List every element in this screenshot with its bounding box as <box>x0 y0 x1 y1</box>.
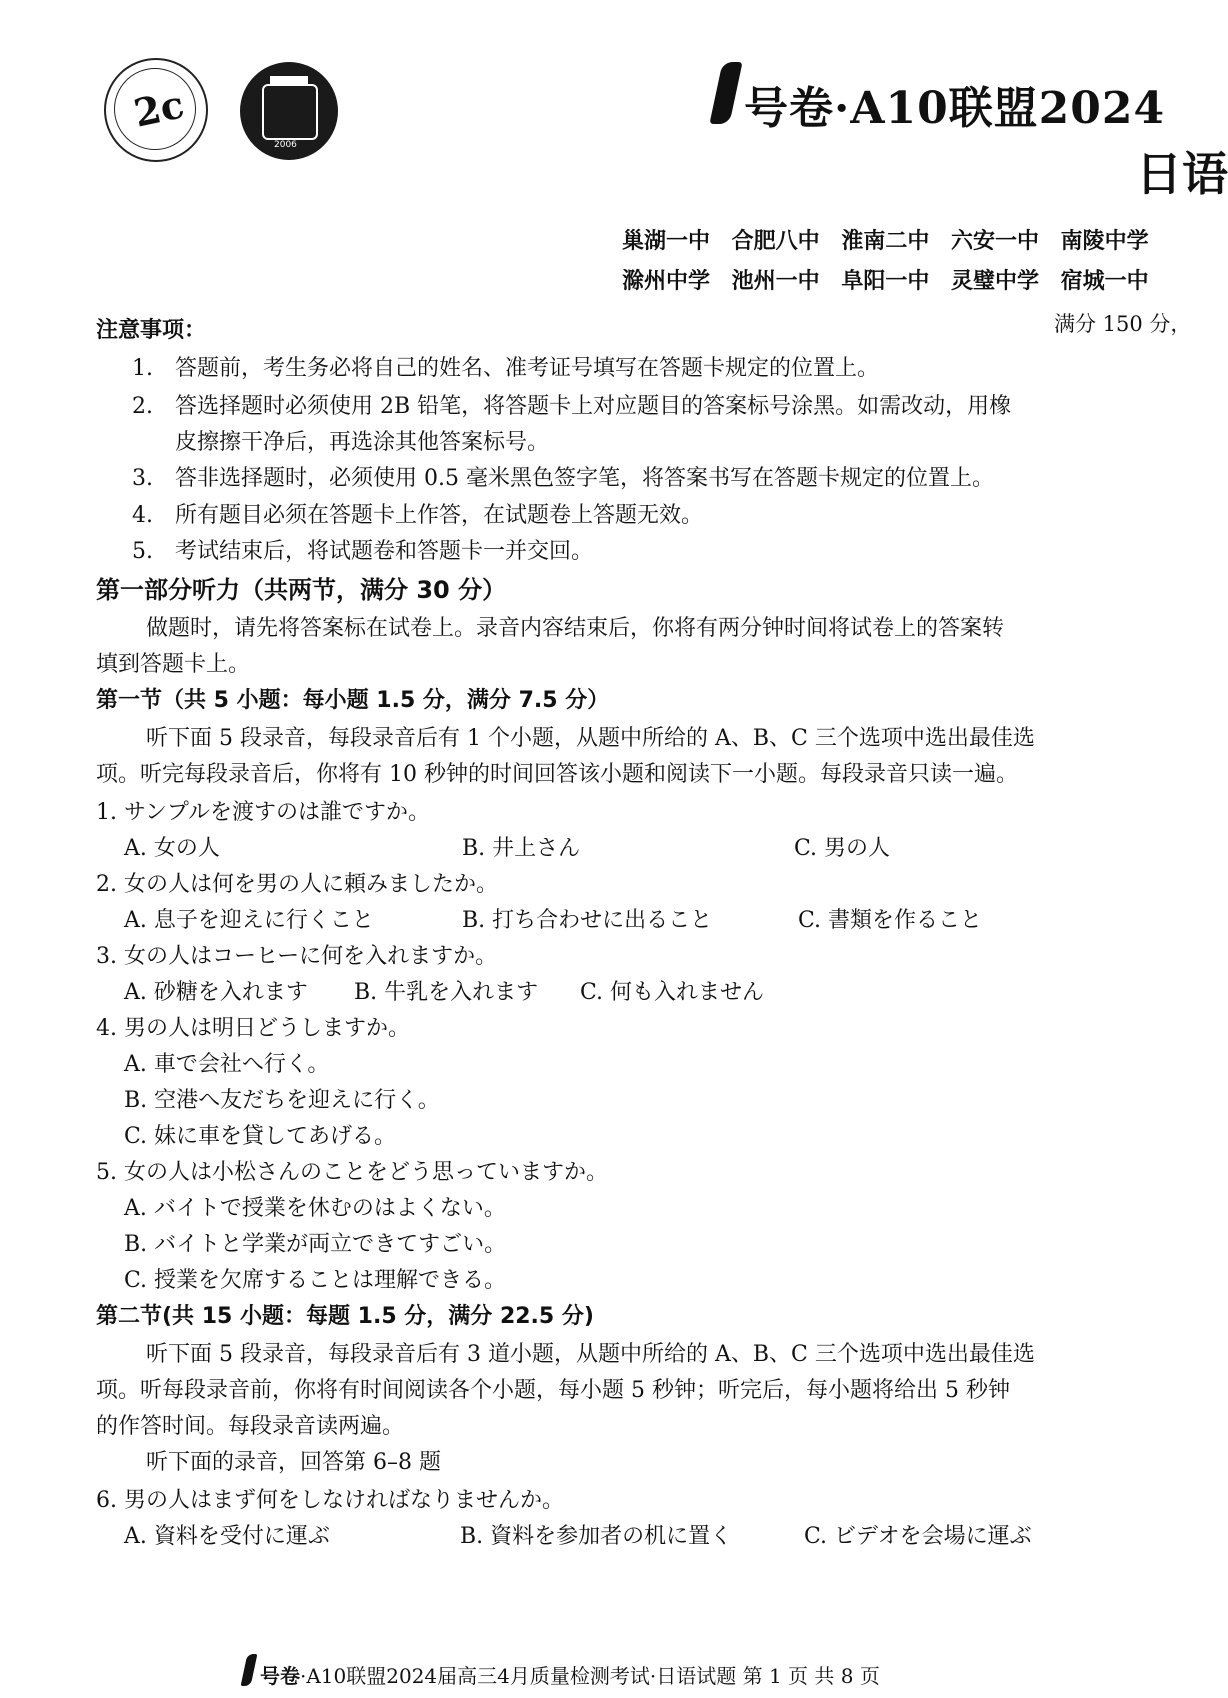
answer-option: B. 井上さん <box>462 836 581 861</box>
part1-heading: 第一部分听力（共两节，满分 30 分） <box>96 576 507 604</box>
question-stem: 5. 女の人は小松さんのことをどう思っていますか。 <box>96 1160 608 1185</box>
answer-option: C. 書類を作ること <box>798 908 983 933</box>
note-item: 5. 考试结束后，将试题卷和答题卡一并交回。 <box>132 539 593 564</box>
alliance-logo <box>104 58 208 162</box>
note-item: 4. 所有题目必须在答题卡上作答，在试题卷上答题无效。 <box>132 503 703 528</box>
wanzhi-logo-year: 2006 <box>274 140 297 150</box>
answer-option: B. 打ち合わせに出ること <box>462 908 713 933</box>
exam-title-text: ·A10联盟2024 <box>834 83 1166 134</box>
part1-intro: 填到答题卡上。 <box>96 652 251 677</box>
answer-option: B. 空港へ友だちを迎えに行く。 <box>124 1088 440 1113</box>
schools-row-1: 巢湖一中 合肥八中 淮南二中 六安一中 南陵中学 <box>622 229 1149 254</box>
footer-brand: 号卷 <box>260 1664 300 1688</box>
question-stem: 2. 女の人は何を男の人に頼みましたか。 <box>96 872 498 897</box>
note-item: 皮擦擦干净后，再选涂其他答案标号。 <box>175 430 550 455</box>
section1-intro: 项。听完每段录音后，你将有 10 秒钟的时间回答该小题和阅读下一小题。每段录音只读一遍。 <box>96 762 1018 787</box>
section2-intro: 听下面 5 段录音，每段录音后有 3 道小题，从题中所给的 A、B、C 三个选项中选出最佳选 <box>146 1342 1035 1367</box>
note-item: 2. 答选择题时必须使用 2B 铅笔，将答题卡上对应题目的答案标号涂黑。如需改动，用橡 <box>132 394 1012 419</box>
footer-text: ·A10联盟2024届高三4月质量检测考试·日语试题 第 1 页 共 8 页 <box>300 1664 880 1688</box>
brand-name: 号卷 <box>744 83 834 134</box>
section2-intro: 的作答时间。每段录音读两遍。 <box>96 1414 405 1439</box>
wanzhi-logo-building <box>262 84 318 140</box>
part1-intro: 做题时，请先将答案标在试卷上。录音内容结束后，你将有两分钟时间将试卷上的答案转 <box>146 616 1005 641</box>
answer-option: B. 資料を参加者の机に置く <box>460 1524 733 1549</box>
answer-option: C. 男の人 <box>794 836 891 861</box>
answer-option: C. ビデオを会場に運ぶ <box>804 1524 1032 1549</box>
page-footer <box>244 1660 880 1689</box>
full-score: 满分 150 分， <box>1054 312 1192 336</box>
section1-heading: 第一节（共 5 小题：每小题 1.5 分，满分 7.5 分） <box>96 688 610 713</box>
schools-row-2: 滁州中学 池州一中 阜阳一中 灵璧中学 宿城一中 <box>622 269 1149 294</box>
question-stem: 1. サンプルを渡すのは誰ですか。 <box>96 800 431 825</box>
answer-option: C. 何も入れません <box>580 980 765 1005</box>
section2-heading: 第二节(共 15 小题：每题 1.5 分，满分 22.5 分) <box>96 1304 594 1329</box>
wanzhi-logo <box>240 62 338 160</box>
notes-heading: 注意事项： <box>96 318 207 343</box>
answer-option: C. 授業を欠席することは理解できる。 <box>124 1268 507 1293</box>
subject-title: 日语 <box>1136 147 1228 201</box>
answer-option: C. 妹に車を貸してあげる。 <box>124 1124 397 1149</box>
note-item: 3. 答非选择题时，必须使用 0.5 毫米黑色签字笔，将答案书写在答题卡规定的位置上。 <box>132 466 994 491</box>
section2-sub-intro: 听下面的录音，回答第 6–8 题 <box>146 1450 441 1475</box>
answer-option: A. 女の人 <box>124 836 220 861</box>
answer-option: A. 砂糖を入れます <box>124 980 308 1005</box>
answer-option: B. 牛乳を入れます <box>354 980 539 1005</box>
section2-intro: 项。听每段录音前，你将有时间阅读各个小题，每小题 5 秒钟；听完后，每小题将给出 5 秒钟 <box>96 1378 1010 1403</box>
question-stem: 4. 男の人は明日どうしますか。 <box>96 1016 410 1041</box>
answer-option: A. 息子を迎えに行くこと <box>124 908 374 933</box>
answer-option: A. バイトで授業を休むのはよくない。 <box>124 1196 506 1221</box>
answer-option: A. 資料を受付に運ぶ <box>124 1524 330 1549</box>
question-stem: 6. 男の人はまず何をしなければなりませんか。 <box>96 1488 564 1513</box>
answer-option: A. 車で会社へ行く。 <box>124 1052 330 1077</box>
section1-intro: 听下面 5 段录音，每段录音后有 1 个小题，从题中所给的 A、B、C 三个选项中选出最佳选 <box>146 726 1035 751</box>
question-stem: 3. 女の人はコーヒーに何を入れますか。 <box>96 944 498 969</box>
answer-option: B. バイトと学業が両立できてすごい。 <box>124 1232 507 1257</box>
alliance-logo-mark: 2c <box>129 81 188 136</box>
note-item: 1. 答题前，考生务必将自己的姓名、准考证号填写在答题卡规定的位置上。 <box>132 356 879 381</box>
exam-title <box>716 72 1165 136</box>
